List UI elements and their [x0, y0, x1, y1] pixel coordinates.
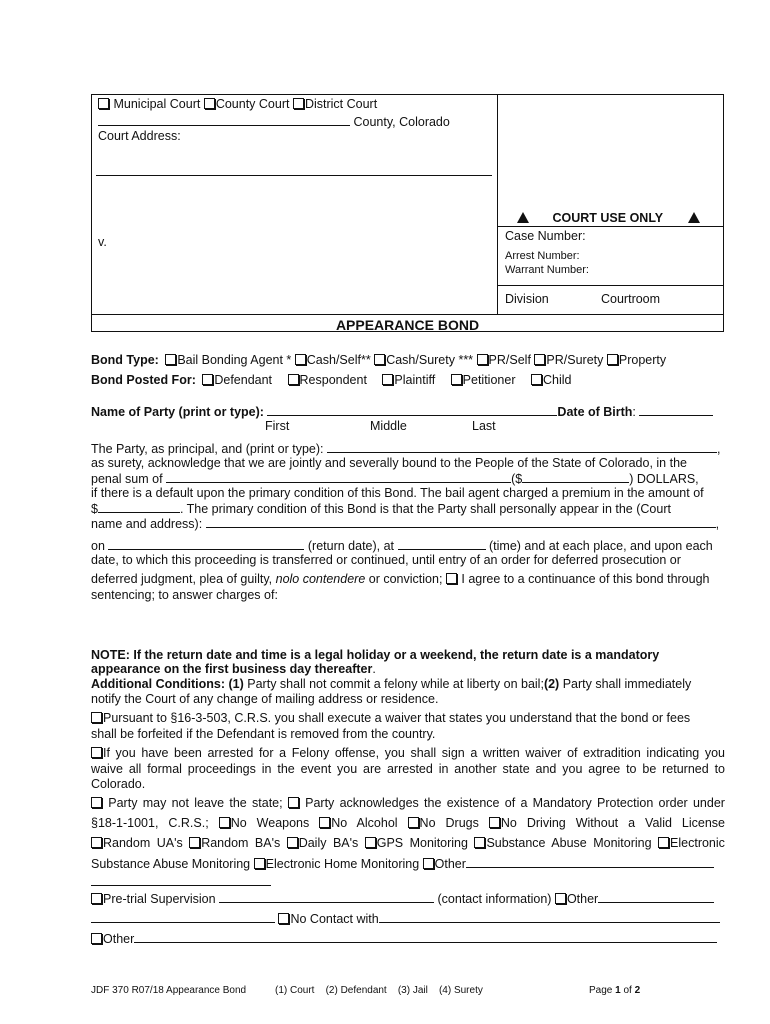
other-field-cont[interactable] — [91, 885, 271, 886]
waiver-text: Pursuant to §16-3-503, C.R.S. you shall execute a waiver that states you understand that the bond or fees — [103, 711, 691, 725]
checkbox-no-alcohol[interactable] — [319, 817, 330, 828]
arrest-number-label: Arrest Number: — [505, 250, 580, 262]
court-name-address-field[interactable] — [206, 516, 716, 528]
dob-label: Date of Birth — [557, 405, 633, 419]
note-text-2: appearance on the first business day thereafter — [91, 662, 373, 676]
checkbox-pr-self[interactable] — [477, 354, 488, 365]
sentencing-text: sentencing; to answer charges of: — [91, 588, 278, 602]
checkbox-other-3[interactable] — [91, 933, 102, 944]
party-name-row — [91, 404, 713, 419]
bond-type-row — [91, 353, 666, 367]
no-weapons-row — [91, 816, 725, 830]
form-id: JDF 370 R07/18 Appearance Bond — [91, 985, 247, 996]
distribution-copies: (1) Court (2) Defendant (3) Jail (4) Surety — [275, 985, 483, 996]
leave-state-row — [91, 796, 725, 810]
surety-text: as surety, acknowledge that we are jointly and severally bound to the People of the State of Colorado, in the — [91, 456, 687, 470]
agree-text: I agree to a continuance of this bond through — [461, 572, 710, 586]
other-field-3[interactable] — [134, 931, 717, 943]
no-contact-text: No Contact with — [290, 912, 379, 926]
title-row-top-border — [91, 314, 724, 315]
checkbox-gps[interactable] — [365, 837, 376, 848]
court-address-label: Court Address: — [98, 129, 181, 143]
bond-option: PR/Self — [488, 353, 531, 367]
first-name-caption: First — [265, 419, 290, 433]
time-each-place-text: (time) and at each place, and upon each — [489, 539, 713, 553]
condition-option: No Driving Without a Valid License — [500, 816, 725, 830]
no-contact-field[interactable] — [379, 911, 720, 923]
continuance-text: date, to which this proceeding is transferred or continued, until entry of an order for deferred prosecution or — [91, 553, 681, 567]
court-use-divider — [498, 226, 724, 227]
division-label: Division — [505, 292, 549, 306]
page-total: 2 — [634, 985, 641, 996]
checkbox-bail-agent[interactable] — [165, 354, 176, 365]
dollars-text: ) DOLLARS, — [629, 472, 699, 486]
court-option-municipal: Municipal Court — [113, 97, 201, 111]
other-field-2[interactable] — [598, 891, 714, 903]
court-name-address-row: name and address): , — [91, 517, 720, 531]
condition-option: No Drugs — [419, 816, 479, 830]
dob-colon: : — [632, 405, 636, 419]
leave-state-text: Party may not leave the state; — [108, 796, 283, 810]
condition-2-cont: notify the Court of any change of mailing address or residence. — [91, 692, 439, 706]
checkbox-electronic-home[interactable] — [254, 858, 265, 869]
court-use-only-label: COURT USE ONLY — [552, 211, 663, 225]
additional-conditions-row — [91, 677, 691, 691]
dob-field[interactable] — [639, 404, 713, 416]
waiver-text-2: shall be forfeited if the Defendant is removed from the country. — [91, 727, 436, 741]
return-date-text: (return date), at — [307, 539, 395, 553]
page-num: 1 — [615, 985, 621, 996]
return-date-field[interactable] — [108, 538, 304, 550]
condition-option: Daily BA's — [298, 836, 359, 850]
electronic-row — [91, 856, 714, 871]
bond-type-label: Bond Type: — [91, 353, 159, 367]
posted-option: Plaintiff — [394, 373, 436, 387]
pretrial-text: Pre-trial Supervision — [103, 892, 216, 906]
posted-option: Child — [542, 373, 572, 387]
condition-option: Random UA's — [103, 836, 183, 850]
no-contact-row — [91, 911, 720, 926]
checkbox-plaintiff[interactable] — [382, 374, 393, 385]
court-use-only-header — [517, 211, 700, 225]
checkbox-county[interactable] — [204, 98, 215, 109]
note-period: . — [372, 662, 376, 676]
deferred-row — [91, 572, 710, 586]
premium-amount-field[interactable] — [98, 501, 180, 513]
warrant-number-label: Warrant Number: — [505, 264, 589, 276]
posted-option: Defendant — [214, 373, 273, 387]
felony-text-3: Colorado. — [91, 777, 146, 791]
county-suffix: County, Colorado — [353, 115, 450, 129]
pretrial-field[interactable] — [219, 891, 434, 903]
checkbox-no-driving[interactable] — [489, 817, 500, 828]
checkbox-no-drugs[interactable] — [408, 817, 419, 828]
bond-posted-label: Bond Posted For: — [91, 373, 196, 387]
caption-divider — [497, 94, 498, 314]
checkbox-random-ba[interactable] — [189, 837, 200, 848]
nolo-contendere-text: nolo contendere — [275, 572, 366, 586]
statute-text: §18-1-1001, C.R.S.; — [91, 816, 209, 830]
court-address-field[interactable] — [96, 175, 492, 176]
triangle-icon — [517, 212, 529, 223]
principal-row: The Party, as principal, and (print or type): , — [91, 442, 721, 456]
division-divider — [498, 285, 724, 286]
monitoring-row — [91, 836, 725, 850]
bond-posted-row — [91, 373, 571, 387]
checkbox-property[interactable] — [607, 354, 618, 365]
checkbox-substance-abuse[interactable] — [474, 837, 485, 848]
penal-sum-row — [91, 471, 699, 486]
triangle-icon — [688, 212, 700, 223]
other-row — [91, 931, 717, 946]
posted-option: Petitioner — [462, 373, 516, 387]
contact-info-text: (contact information) — [437, 892, 552, 906]
bond-option: PR/Surety — [546, 353, 604, 367]
checkbox-cash-self[interactable] — [295, 354, 306, 365]
party-name-label: Name of Party (print or type): — [91, 405, 264, 419]
waiver-row — [91, 711, 690, 725]
courtroom-label: Courtroom — [601, 292, 661, 306]
bond-option: Property — [618, 353, 667, 367]
dollar-open: ($ — [511, 472, 523, 486]
deferred-text: deferred judgment, plea of guilty, — [91, 572, 273, 586]
conviction-text: or conviction; — [368, 572, 443, 586]
dollar-sign: $ — [91, 502, 98, 516]
checkbox-district[interactable] — [293, 98, 304, 109]
checkbox-pretrial[interactable] — [91, 893, 102, 904]
county-name-field[interactable] — [98, 114, 350, 126]
note-text: NOTE: If the return date and time is a legal holiday or a weekend, the return date is a mandatory — [91, 648, 660, 662]
protection-text: Party acknowledges the existence of a Mandatory Protection order under — [305, 796, 725, 810]
primary-condition-text: . The primary condition of this Bond is that the Party shall personally appear in the (Court — [179, 502, 671, 516]
condition-1-text: Party shall not commit a felony while at liberty on bail; — [247, 677, 544, 691]
other-field[interactable] — [466, 856, 714, 868]
checkbox-other-2[interactable] — [555, 893, 566, 904]
checkbox-child[interactable] — [531, 374, 542, 385]
bond-option: Cash/Self** — [306, 353, 371, 367]
surety-name-field[interactable] — [327, 441, 717, 453]
court-option-county: County Court — [215, 97, 290, 111]
page-title: APPEARANCE BOND — [335, 317, 480, 333]
principal-text: The Party, as principal, and (print or type): — [91, 442, 324, 456]
checkbox-waiver[interactable] — [91, 712, 102, 723]
page-word: Page — [589, 985, 613, 996]
court-type-row — [98, 97, 377, 111]
case-number-label: Case Number: — [505, 229, 586, 243]
felony-text-2: waive all formal proceedings in the event you are arrested in another state and you agree to be returned to — [91, 762, 725, 776]
on-text: on — [91, 539, 105, 553]
versus-label: v. — [98, 235, 107, 249]
last-name-caption: Last — [472, 419, 496, 433]
condition-2-text: Party shall immediately — [562, 677, 692, 691]
pretrial-row — [91, 891, 714, 906]
contact-info-field[interactable] — [91, 911, 275, 923]
condition-option: Other — [434, 857, 466, 871]
court-option-district: District Court — [304, 97, 378, 111]
felony-text: If you have been arrested for a Felony offense, you shall sign a written waiver of extradition indicating you — [103, 746, 725, 760]
condition-option: GPS Monitoring — [376, 836, 468, 850]
page-number — [589, 985, 640, 996]
felony-row — [91, 746, 725, 760]
middle-name-caption: Middle — [370, 419, 407, 433]
bond-option: Cash/Surety *** — [386, 353, 474, 367]
checkbox-daily-ba[interactable] — [287, 837, 298, 848]
checkbox-random-ua[interactable] — [91, 837, 102, 848]
condition-option: Substance Abuse Monitoring — [486, 836, 652, 850]
checkbox-no-contact[interactable] — [278, 913, 289, 924]
checkbox-municipal[interactable] — [98, 98, 109, 109]
condition-option: No Weapons — [230, 816, 310, 830]
checkbox-cash-surety[interactable] — [374, 354, 385, 365]
bond-option: Bail Bonding Agent * — [177, 353, 292, 367]
posted-option: Respondent — [299, 373, 367, 387]
penal-sum-words-field[interactable] — [166, 471, 511, 483]
condition-number: (2) — [543, 677, 560, 691]
page-of: of — [623, 985, 632, 996]
checkbox-felony[interactable] — [91, 747, 102, 758]
return-time-field[interactable] — [398, 538, 486, 550]
condition-option: Electronic — [670, 836, 725, 850]
party-name-field[interactable] — [267, 404, 557, 416]
additional-conditions-label: Additional Conditions: — [91, 677, 226, 691]
condition-number: (1) — [228, 677, 244, 691]
condition-option: Random BA's — [201, 836, 281, 850]
name-address-text: name and address): — [91, 517, 203, 531]
other-text: Other — [103, 932, 135, 946]
condition-option: No Alcohol — [331, 816, 398, 830]
default-text: if there is a default upon the primary condition of this Bond. The bail agent charged a premium in the amount of — [91, 486, 704, 500]
checkbox-respondent[interactable] — [288, 374, 299, 385]
condition-option: Electronic Home Monitoring — [265, 857, 420, 871]
checkbox-electronic[interactable] — [658, 837, 669, 848]
checkbox-pr-surety[interactable] — [534, 354, 545, 365]
penal-sum-amount-field[interactable] — [522, 471, 629, 483]
county-row — [98, 114, 450, 129]
other-text: Other — [566, 892, 599, 906]
checkbox-defendant[interactable] — [202, 374, 213, 385]
checkbox-leave-state[interactable] — [91, 797, 102, 808]
checkbox-protection-order[interactable] — [288, 797, 299, 808]
substance-monitoring-text: Substance Abuse Monitoring — [91, 857, 251, 871]
checkbox-petitioner[interactable] — [451, 374, 462, 385]
premium-row — [91, 501, 671, 516]
checkbox-agree-continuance[interactable] — [446, 573, 457, 584]
checkbox-no-weapons[interactable] — [219, 817, 230, 828]
checkbox-other[interactable] — [423, 858, 434, 869]
penal-sum-text: penal sum of — [91, 472, 163, 486]
return-date-row — [91, 538, 713, 553]
